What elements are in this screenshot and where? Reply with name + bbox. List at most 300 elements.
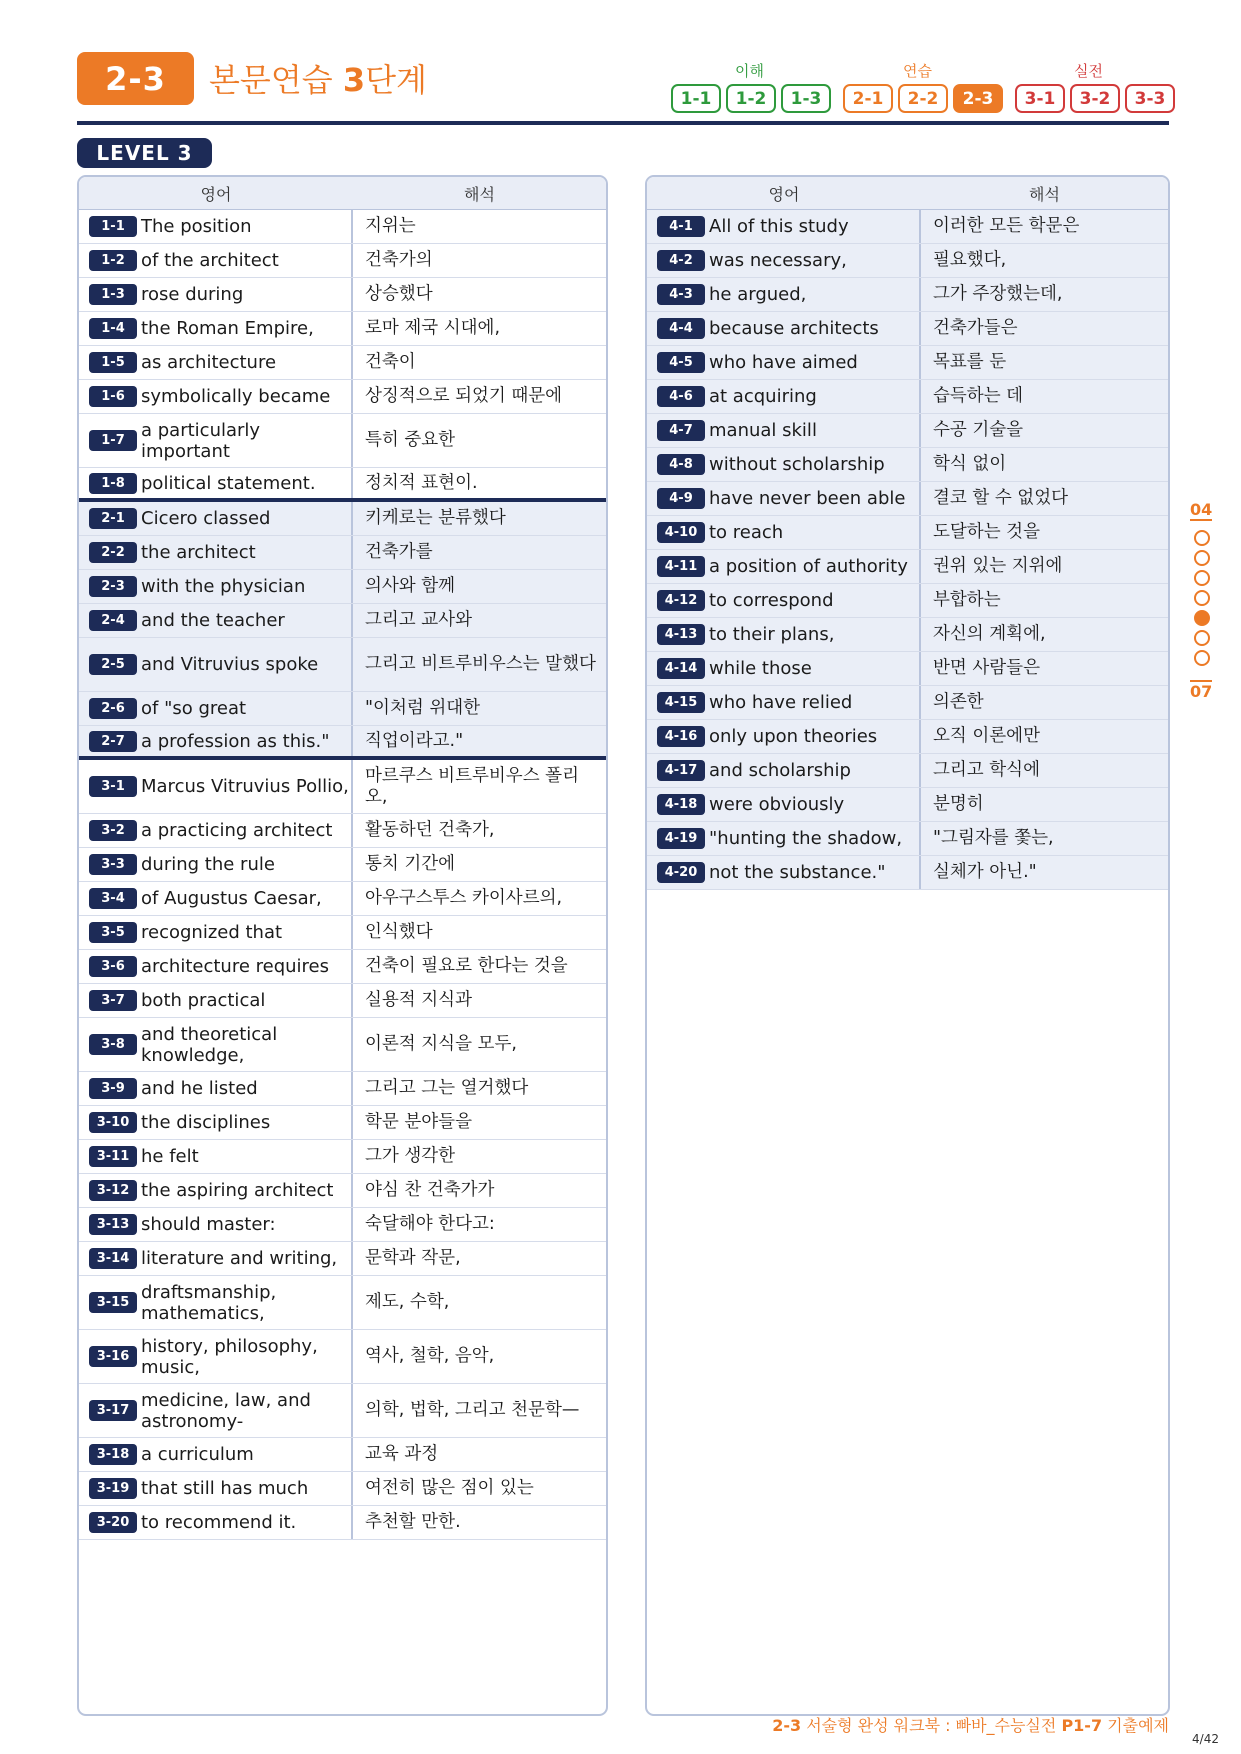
table-row (647, 652, 1168, 686)
korean-cell: 통치 기간에 (365, 854, 456, 874)
side-nav-dot[interactable] (1194, 570, 1210, 586)
table-row (79, 502, 606, 536)
english-cell (79, 1018, 353, 1071)
row-number-tag: 4-14 (657, 658, 705, 679)
korean-cell: 상징적으로 되었기 때문에 (365, 386, 563, 406)
english-cell (647, 244, 921, 277)
row-number-tag: 3-3 (89, 854, 137, 875)
row-number-tag: 4-7 (657, 420, 705, 441)
korean-cell: 제도, 수학, (365, 1292, 450, 1312)
column-header-english: 영어 (768, 184, 800, 204)
english-text: not the substance." (709, 862, 886, 883)
korean-cell: 직업이라고." (365, 730, 464, 751)
english-cell (79, 848, 353, 881)
table-row (647, 244, 1168, 278)
step-1-3[interactable]: 1-3 (781, 84, 831, 113)
english-text: to reach (709, 522, 784, 543)
english-text: as architecture (141, 352, 277, 373)
row-number-tag: 3-16 (89, 1346, 137, 1367)
row-number-tag: 3-17 (89, 1400, 137, 1421)
korean-cell: 건축가를 (365, 542, 433, 562)
korean-cell: "그림자를 쫓는, (933, 828, 1054, 848)
english-text: recognized that (141, 922, 283, 943)
english-cell (79, 570, 353, 603)
english-text: draftsmanship, mathematics, (141, 1281, 277, 1324)
row-number-tag: 1-2 (89, 250, 137, 271)
step-1-1[interactable]: 1-1 (671, 84, 721, 113)
step-3-2[interactable]: 3-2 (1070, 84, 1120, 113)
table-header (79, 177, 606, 210)
table-row (79, 536, 606, 570)
english-cell (79, 916, 353, 949)
english-cell (647, 346, 921, 379)
side-nav-end: 07 (1190, 682, 1213, 701)
side-nav-dot[interactable] (1194, 550, 1210, 566)
table-row (79, 1506, 606, 1540)
table-row (79, 1208, 606, 1242)
table-row (79, 1472, 606, 1506)
section-code-badge: 2-3 (77, 52, 194, 105)
table-row (647, 686, 1168, 720)
side-nav-dot[interactable] (1194, 650, 1210, 666)
english-text: rose during (141, 284, 244, 305)
english-text: the Roman Empire, (141, 318, 314, 339)
table-row (79, 760, 606, 814)
table-row (79, 882, 606, 916)
row-number-tag: 1-6 (89, 386, 137, 407)
row-number-tag: 3-4 (89, 888, 137, 909)
english-cell (79, 1140, 353, 1173)
row-number-tag: 2-6 (89, 698, 137, 719)
step-2-1[interactable]: 2-1 (843, 84, 893, 113)
table-row (79, 638, 606, 692)
english-cell (79, 1208, 353, 1241)
table-row (79, 1140, 606, 1174)
english-cell (79, 1072, 353, 1105)
english-text: to their plans, (709, 624, 835, 645)
english-cell (79, 950, 353, 983)
korean-cell: 그리고 교사와 (365, 610, 472, 630)
english-cell (79, 1242, 353, 1275)
english-text: and the teacher (141, 610, 285, 631)
english-cell (647, 278, 921, 311)
table-row (79, 916, 606, 950)
row-number-tag: 4-8 (657, 454, 705, 475)
english-cell (79, 244, 353, 277)
table-row (79, 1242, 606, 1276)
english-cell (647, 414, 921, 447)
step-2-2[interactable]: 2-2 (898, 84, 948, 113)
korean-cell: 그가 생각한 (365, 1146, 456, 1166)
english-cell (647, 788, 921, 821)
row-number-tag: 3-8 (89, 1034, 137, 1055)
row-number-tag: 3-9 (89, 1078, 137, 1099)
table-row (647, 278, 1168, 312)
korean-cell: 여전히 많은 점이 있는 (365, 1478, 534, 1498)
table-row (647, 584, 1168, 618)
table-row (79, 604, 606, 638)
english-text: because architects (709, 318, 879, 339)
row-number-tag: 4-4 (657, 318, 705, 339)
table-row (79, 1384, 606, 1438)
korean-cell: 특히 중요한 (365, 430, 456, 450)
english-text: "hunting the shadow, (709, 828, 903, 849)
english-text: that still has much (141, 1478, 309, 1499)
row-number-tag: 4-20 (657, 862, 705, 883)
korean-cell: 오직 이론에만 (933, 726, 1040, 746)
english-text: of Augustus Caesar, (141, 888, 322, 909)
row-number-tag: 3-19 (89, 1478, 137, 1499)
korean-cell: 상승했다 (365, 284, 433, 304)
english-text: while those (709, 658, 812, 679)
table-row (647, 448, 1168, 482)
step-2-3-active[interactable]: 2-3 (953, 84, 1003, 113)
table-row (647, 414, 1168, 448)
row-number-tag: 4-5 (657, 352, 705, 373)
row-number-tag: 2-4 (89, 610, 137, 631)
english-text: The position (141, 216, 252, 237)
english-text: a practicing architect (141, 820, 333, 841)
english-cell (79, 1384, 353, 1437)
english-text: of "so great (141, 698, 247, 719)
english-text: manual skill (709, 420, 817, 441)
table-body (647, 210, 1168, 890)
english-text: and theoretical knowledge, (141, 1023, 278, 1066)
table-row (79, 984, 606, 1018)
row-number-tag: 3-1 (89, 776, 137, 797)
english-text: he felt (141, 1146, 199, 1167)
korean-cell: 숙달해야 한다고: (365, 1214, 495, 1234)
korean-cell: 자신의 계획에, (933, 624, 1046, 644)
row-number-tag: 3-13 (89, 1214, 137, 1235)
english-cell (79, 278, 353, 311)
header-divider (77, 121, 1169, 125)
row-number-tag: 4-9 (657, 488, 705, 509)
english-cell (79, 760, 353, 813)
korean-cell: 활동하던 건축가, (365, 820, 495, 840)
row-number-tag: 4-18 (657, 794, 705, 815)
table-row (79, 1276, 606, 1330)
row-number-tag: 3-20 (89, 1512, 137, 1533)
english-cell (647, 856, 921, 889)
korean-cell: 지위는 (365, 216, 416, 236)
table-header (647, 177, 1168, 210)
korean-cell: 필요했다, (933, 250, 1007, 270)
row-number-tag: 2-3 (89, 576, 137, 597)
english-text: a curriculum (141, 1444, 254, 1465)
english-text: with the physician (141, 576, 306, 597)
english-cell (79, 1330, 353, 1383)
english-cell (647, 652, 921, 685)
table-row (79, 1174, 606, 1208)
english-cell (79, 1472, 353, 1505)
side-nav-start: 04 (1190, 500, 1213, 519)
row-number-tag: 3-2 (89, 820, 137, 841)
english-cell (79, 1174, 353, 1207)
english-cell (79, 604, 353, 637)
side-nav-dot[interactable] (1194, 610, 1210, 626)
korean-cell: 권위 있는 지위에 (933, 556, 1063, 576)
table-row (647, 720, 1168, 754)
table-row (79, 210, 606, 244)
english-cell (79, 984, 353, 1017)
english-text: at acquiring (709, 386, 817, 407)
korean-cell: 도달하는 것을 (933, 522, 1040, 542)
korean-cell: 실용적 지식과 (365, 990, 472, 1010)
column-header-english: 영어 (200, 184, 232, 204)
english-cell (79, 726, 353, 756)
level-badge: LEVEL 3 (77, 138, 212, 168)
row-number-tag: 4-2 (657, 250, 705, 271)
row-number-tag: 1-4 (89, 318, 137, 339)
row-number-tag: 3-11 (89, 1146, 137, 1167)
korean-cell: 교육 과정 (365, 1444, 439, 1464)
korean-cell: 습득하는 데 (933, 386, 1024, 406)
english-text: All of this study (709, 216, 849, 237)
english-cell (79, 312, 353, 345)
table-row (79, 278, 606, 312)
table-row (647, 346, 1168, 380)
table-row (79, 814, 606, 848)
english-text: he argued, (709, 284, 807, 305)
english-text: were obviously (709, 794, 845, 815)
english-text: medicine, law, and astronomy- (141, 1389, 311, 1432)
row-number-tag: 4-6 (657, 386, 705, 407)
table-row (79, 468, 606, 502)
stage-label-real: 실전 (1074, 62, 1103, 80)
english-text: only upon theories (709, 726, 878, 747)
table-row (79, 346, 606, 380)
english-cell (79, 536, 353, 569)
english-cell (79, 814, 353, 847)
row-number-tag: 1-8 (89, 473, 137, 494)
table-row (79, 1106, 606, 1140)
korean-cell: 의사와 함께 (365, 576, 456, 596)
step-1-2[interactable]: 1-2 (726, 84, 776, 113)
korean-cell: 의학, 법학, 그리고 천문학— (365, 1400, 580, 1420)
table-row (647, 380, 1168, 414)
table-row (647, 516, 1168, 550)
right-translation-table (645, 175, 1170, 1716)
english-cell (647, 380, 921, 413)
row-number-tag: 3-7 (89, 990, 137, 1011)
korean-cell: 아우구스투스 카이사르의, (365, 888, 563, 908)
row-number-tag: 3-14 (89, 1248, 137, 1269)
row-number-tag: 3-15 (89, 1292, 137, 1313)
korean-cell: 실체가 아닌." (933, 862, 1037, 882)
table-row (647, 822, 1168, 856)
english-text: without scholarship (709, 454, 885, 475)
korean-cell: 부합하는 (933, 590, 1001, 610)
step-group-understand (671, 84, 831, 113)
english-text: history, philosophy, music, (141, 1335, 318, 1378)
english-cell (79, 380, 353, 413)
table-row (79, 692, 606, 726)
row-number-tag: 4-17 (657, 760, 705, 781)
table-row (79, 244, 606, 278)
english-cell (79, 1506, 353, 1539)
korean-cell: 건축가들은 (933, 318, 1018, 338)
korean-cell: 그리고 비트루비우스는 말했다 (365, 654, 596, 674)
english-text: was necessary, (709, 250, 847, 271)
korean-cell: "이처럼 위대한 (365, 698, 481, 718)
table-row (79, 1018, 606, 1072)
row-number-tag: 4-1 (657, 216, 705, 237)
row-number-tag: 3-6 (89, 956, 137, 977)
english-cell (647, 550, 921, 583)
korean-cell: 그리고 그는 열거했다 (365, 1078, 529, 1098)
english-cell (79, 210, 353, 243)
table-row (79, 312, 606, 346)
english-text: political statement. (141, 472, 316, 494)
english-text: to recommend it. (141, 1512, 297, 1533)
side-nav-dot[interactable] (1194, 630, 1210, 646)
english-cell (647, 312, 921, 345)
page-title: 본문연습 3단계 (209, 61, 427, 99)
english-cell (79, 1276, 353, 1329)
english-text: architecture requires (141, 956, 330, 977)
table-row (79, 414, 606, 468)
english-text: have never been able (709, 488, 906, 509)
korean-cell: 의존한 (933, 692, 984, 712)
english-cell (647, 516, 921, 549)
english-text: literature and writing, (141, 1248, 338, 1269)
english-cell (79, 1438, 353, 1471)
table-row (79, 1438, 606, 1472)
english-text: to correspond (709, 590, 834, 611)
korean-cell: 이러한 모든 학문은 (933, 216, 1080, 236)
korean-cell: 로마 제국 시대에, (365, 318, 501, 338)
english-cell (79, 692, 353, 725)
table-row (79, 570, 606, 604)
row-number-tag: 2-5 (89, 654, 137, 675)
english-cell (647, 822, 921, 855)
english-cell (79, 468, 353, 498)
table-row (79, 726, 606, 760)
korean-cell: 인식했다 (365, 922, 433, 942)
row-number-tag: 2-1 (89, 508, 137, 529)
korean-cell: 이론적 지식을 모두, (365, 1034, 517, 1054)
table-row (647, 754, 1168, 788)
korean-cell: 야심 찬 건축가가 (365, 1180, 495, 1200)
row-number-tag: 3-5 (89, 922, 137, 943)
row-number-tag: 1-3 (89, 284, 137, 305)
side-nav-dot[interactable] (1194, 590, 1210, 606)
table-row (79, 1330, 606, 1384)
english-cell (79, 1106, 353, 1139)
step-group-practice (843, 84, 1003, 113)
side-nav-dot[interactable] (1194, 530, 1210, 546)
english-cell (647, 754, 921, 787)
step-group-real (1015, 84, 1175, 113)
stage-label-practice: 연습 (903, 62, 932, 80)
column-header-korean: 해석 (1029, 184, 1060, 204)
row-number-tag: 4-3 (657, 284, 705, 305)
english-cell (647, 720, 921, 753)
english-text: symbolically became (141, 386, 331, 407)
english-text: who have relied (709, 692, 853, 713)
table-row (647, 312, 1168, 346)
english-text: a particularly important (141, 419, 261, 462)
korean-cell: 그가 주장했는데, (933, 284, 1063, 304)
korean-cell: 추천할 만한. (365, 1512, 461, 1532)
row-number-tag: 3-18 (89, 1444, 137, 1465)
korean-cell: 결코 할 수 없었다 (933, 488, 1069, 508)
table-row (79, 1072, 606, 1106)
english-text: the architect (141, 542, 256, 563)
korean-cell: 마르쿠스 비트루비우스 폴리오, (365, 765, 579, 807)
korean-cell: 키케로는 분류했다 (365, 508, 506, 528)
table-row (79, 380, 606, 414)
korean-cell: 건축가의 (365, 250, 433, 270)
row-number-tag: 4-19 (657, 828, 705, 849)
english-cell (647, 686, 921, 719)
english-text: both practical (141, 990, 266, 1011)
row-number-tag: 3-12 (89, 1180, 137, 1201)
korean-cell: 분명히 (933, 794, 984, 814)
korean-cell: 역사, 철학, 음악, (365, 1346, 495, 1366)
english-cell (79, 502, 353, 535)
korean-cell: 그리고 학식에 (933, 760, 1040, 780)
english-text: during the rule (141, 854, 275, 875)
english-cell (647, 584, 921, 617)
korean-cell: 건축이 필요로 한다는 것을 (365, 956, 568, 976)
table-row (647, 856, 1168, 890)
step-3-3[interactable]: 3-3 (1125, 84, 1175, 113)
table-row (79, 848, 606, 882)
english-cell (79, 882, 353, 915)
english-text: Cicero classed (141, 508, 271, 529)
english-cell (647, 618, 921, 651)
korean-cell: 수공 기술을 (933, 420, 1024, 440)
english-text: and scholarship (709, 760, 851, 781)
english-text: the aspiring architect (141, 1180, 334, 1201)
korean-cell: 반면 사람들은 (933, 658, 1040, 678)
english-cell (79, 346, 353, 379)
english-cell (647, 448, 921, 481)
english-text: of the architect (141, 250, 279, 271)
korean-cell: 정치적 표현이. (365, 472, 478, 493)
table-row (647, 482, 1168, 516)
page-number: 4/42 (1192, 1732, 1219, 1746)
row-number-tag: 2-2 (89, 542, 137, 563)
english-text: and Vitruvius spoke (141, 654, 319, 675)
english-text: the disciplines (141, 1112, 271, 1133)
row-number-tag: 1-7 (89, 430, 137, 451)
row-number-tag: 4-11 (657, 556, 705, 577)
english-text: and he listed (141, 1078, 258, 1099)
row-number-tag: 3-10 (89, 1112, 137, 1133)
english-text: a profession as this." (141, 730, 330, 752)
row-number-tag: 4-10 (657, 522, 705, 543)
table-row (79, 950, 606, 984)
row-number-tag: 4-16 (657, 726, 705, 747)
table-row (647, 788, 1168, 822)
english-cell (79, 414, 353, 467)
english-text: should master: (141, 1214, 276, 1235)
english-cell (647, 482, 921, 515)
row-number-tag: 2-7 (89, 731, 137, 752)
step-3-1[interactable]: 3-1 (1015, 84, 1065, 113)
table-row (647, 210, 1168, 244)
english-text: a position of authority (709, 556, 908, 577)
row-number-tag: 4-13 (657, 624, 705, 645)
english-cell (79, 638, 353, 691)
row-number-tag: 1-1 (89, 216, 137, 237)
row-number-tag: 4-12 (657, 590, 705, 611)
stage-label-understand: 이해 (735, 62, 764, 80)
table-row (647, 550, 1168, 584)
